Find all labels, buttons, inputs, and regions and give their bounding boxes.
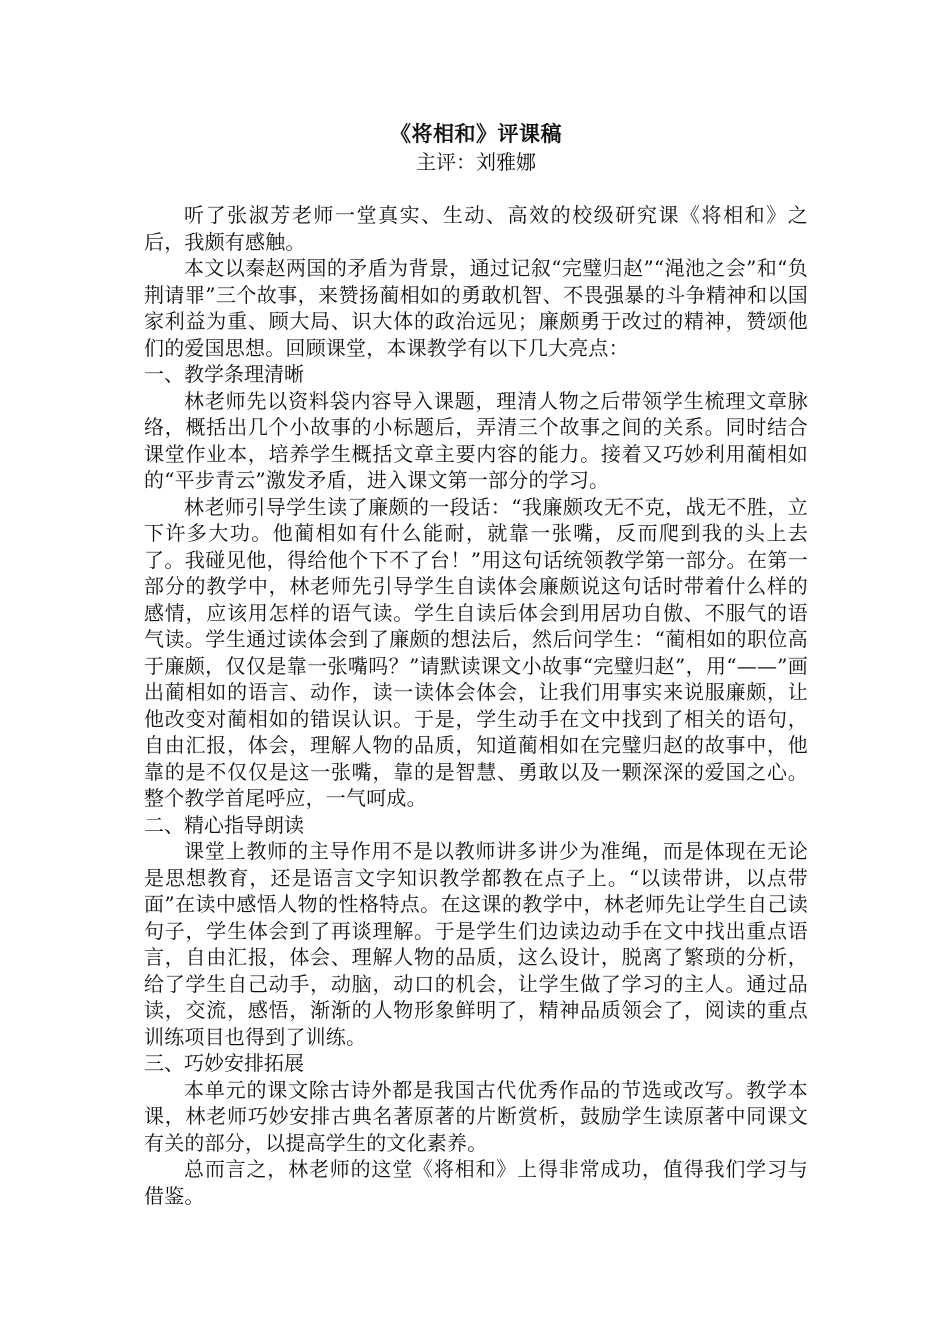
document-title: 《将相和》评课稿 [390,121,562,146]
document-page [144,120,808,1209]
intro-paragraph: 本文以秦赵两国的矛盾为背景，通过记叙“完璧归赵”“渑池之会”和“负荆请罪”三个故事，来赞扬蔺相如的勇敢机智、不畏强暴的斗争精神和以国家利益为重、顾大局、识大体的政治远见；廉颇勇于改过的精神，赞颂他们的爱国思想。回顾课堂，本课教学有以下几大亮点： [144,256,808,360]
author-line: 主评：刘雅娜 [416,150,536,174]
section-heading: 三、巧妙安排拓展 [144,1051,304,1075]
body-paragraph: 林老师先以资料袋内容导入课题，理清人物之后带领学生梳理文章脉络，概括出几个小故事的小标题后，弄清三个故事之间的关系。同时结合课堂作业本，培养学生概括文章主要内容的能力。接着又巧妙利用蔺相如的“平步青云”激发矛盾，进入课文第一部分的学习。 [144,388,808,492]
body-paragraph: 本单元的课文除古诗外都是我国古代优秀作品的节选或改写。教学本课，林老师巧妙安排古典名著原著的片断赏析，鼓励学生读原著中同课文有关的部分，以提高学生的文化素养。 [144,1077,808,1155]
intro-paragraph: 听了张淑芳老师一堂真实、生动、高效的校级研究课《将相和》之后，我颇有感触。 [144,203,808,254]
section-heading: 一、教学条理清晰 [144,362,304,386]
body-paragraph: 课堂上教师的主导作用不是以教师讲多讲少为准绳，而是体现在无论是思想教育，还是语言文字知识教学都教在点子上。“以读带讲，以点带面”在读中感悟人物的性格特点。在这课的教学中，林老师先让学生自己读句子，学生体会到了再谈理解。于是学生们边读边动手在文中找出重点语言，自由汇报，体会、理解人物的品质，这么设计，脱离了繁琐的分析，给了学生自己动手，动脑，动口的机会，让学生做了学习的主人。通过品读，交流，感悟，渐渐的人物形象鲜明了，精神品质领会了，阅读的重点训练项目也得到了训练。 [144,839,808,1049]
body-paragraph: 总而言之，林老师的这堂《将相和》上得非常成功，值得我们学习与借鉴。 [144,1157,808,1208]
body-paragraph: 林老师引导学生读了廉颇的一段话：“我廉颇攻无不克，战无不胜，立下许多大功。他蔺相如有什么能耐，就靠一张嘴，反而爬到我的头上去了。我碰见他，得给他个下不了台！”用这句话统领教学第一部分。在第一部分的教学中，林老师先引导学生自读体会廉颇说这句话时带着什么样的感情，应该用怎样的语气读。学生自读后体会到用居功自傲、不服气的语气读。学生通过读体会到了廉颇的想法后，然后问学生：“蔺相如的职位高于廉颇，仅仅是靠一张嘴吗？”请默读课文小故事“完璧归赵”，用“——”画出蔺相如的语言、动作，读一读体会体会，让我们用事实来说服廉颇，让他改变对蔺相如的错误认识。于是，学生动手在文中找到了相关的语句，自由汇报，体会，理解人物的品质，知道蔺相如在完璧归赵的故事中，他靠的是不仅仅是这一张嘴，靠的是智慧、勇敢以及一颗深深的爱国之心。整个教学首尾呼应，一气呵成。 [144,494,808,810]
section-heading: 二、精心指导朗读 [144,812,304,837]
